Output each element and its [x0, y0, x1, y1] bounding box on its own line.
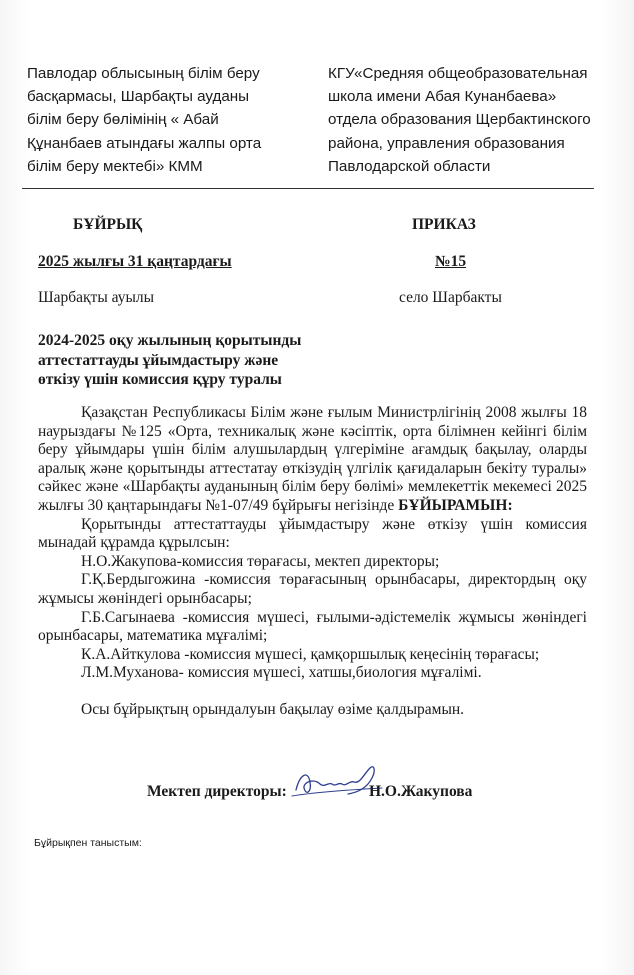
order-subject — [38, 331, 358, 390]
signature-label: Мектеп директоры: — [147, 783, 287, 800]
subject-line: өткізу үшін комиссия құру туралы — [38, 371, 282, 388]
subject-line: аттестаттауды ұйымдастыру және — [38, 351, 279, 369]
acknowledgement-line: Бұйрықпен таныстым: — [34, 837, 142, 849]
member-item: Н.О.Жакупова-комиссия төрағасы, мектеп директоры; — [81, 552, 440, 570]
header-ru-line: Павлодарской области — [328, 157, 491, 175]
order-title-ru: ПРИКАЗ — [412, 216, 476, 233]
member-item: Л.М.Муханова- комиссия мүшесі, хатшы,биология мұғалімі. — [81, 664, 482, 682]
header-kz-line: басқармасы, Шарбақты ауданы — [27, 88, 250, 106]
paragraph-gap — [38, 683, 587, 701]
preamble-text: Қазақстан Республикасы Білім және ғылым Министрлігінің 2008 жылғы 18 наурыздағы №125 «Орта, техникалық және кәсіптік, орта білімнен кейінгі білім беру ұйымдары үшін білім алушылардың үлгеріміне ағамдық бақылау, оларды аралық және қорытынды аттестатау өткізудің үлгілік қағидаларын бекіту туралы» сәйкес және «Шарбақты ауданының білім беру бөлімі» мемлекеттік мекемесі 2025 жылғы 30 қаңтарындағы №1-07/49 бұйрығы негізінде — [38, 404, 587, 514]
header-kz-line: білім беру мектебі» КММ — [27, 157, 203, 175]
header-ru-line: школа имени Абая Кунанбаева» — [328, 88, 557, 106]
preamble-paragraph — [38, 404, 587, 516]
member-item: Г.Б.Сагынаева -комиссия мүшесі, ғылыми-әдістемелік жұмысы жөніндегі орынбасары, математика мұғалімі; — [38, 608, 587, 645]
order-word: БҰЙЫРАМЫН: — [398, 496, 513, 514]
order-date: 2025 жылғы 31 қаңтардағы — [38, 253, 232, 270]
header-kz-line: Павлодар облысының білім беру — [27, 65, 260, 82]
place-kz: Шарбақты ауылы — [38, 289, 155, 306]
signature-stroke — [296, 767, 374, 794]
order-body — [38, 404, 587, 720]
header-kz-line: білім беру бөлімінің « Абай — [27, 111, 219, 129]
commission-intro: Қорытынды аттестаттауды ұйымдастыру және өткізу үшін комиссия мынадай құрамда құрылсын: — [38, 515, 587, 552]
subject-line: 2024-2025 оқу жылының қорытынды — [38, 332, 302, 349]
order-number: №15 — [435, 253, 467, 270]
member-item: Г.Қ.Бердыгожина -комиссия төрағасының орынбасары, директордың оқу жұмысы жөніндегі орынбасары; — [38, 571, 587, 607]
place-ru: село Шарбакты — [399, 289, 502, 306]
header-ru-line: отдела образования Щербактинского — [328, 111, 591, 129]
header-divider — [22, 188, 594, 189]
member-item: К.А.Айткулова -комиссия мүшесі, қамқоршылық кеңесінің төрағасы; — [81, 645, 540, 663]
header-ru-line: КГУ«Средняя общеобразовательная — [328, 65, 588, 82]
signature-name: Н.О.Жакупова — [369, 783, 473, 800]
header-ru — [328, 62, 618, 178]
order-title-kz: БҰЙРЫҚ — [73, 216, 143, 233]
header-kz-line: Құнанбаев атындағы жалпы орта — [27, 134, 262, 152]
header-kz — [27, 62, 297, 178]
header-ru-line: района, управления образования — [328, 134, 565, 152]
control-paragraph: Осы бұйрықтың орындалуын бақылау өзіме қалдырамын. — [81, 700, 465, 718]
